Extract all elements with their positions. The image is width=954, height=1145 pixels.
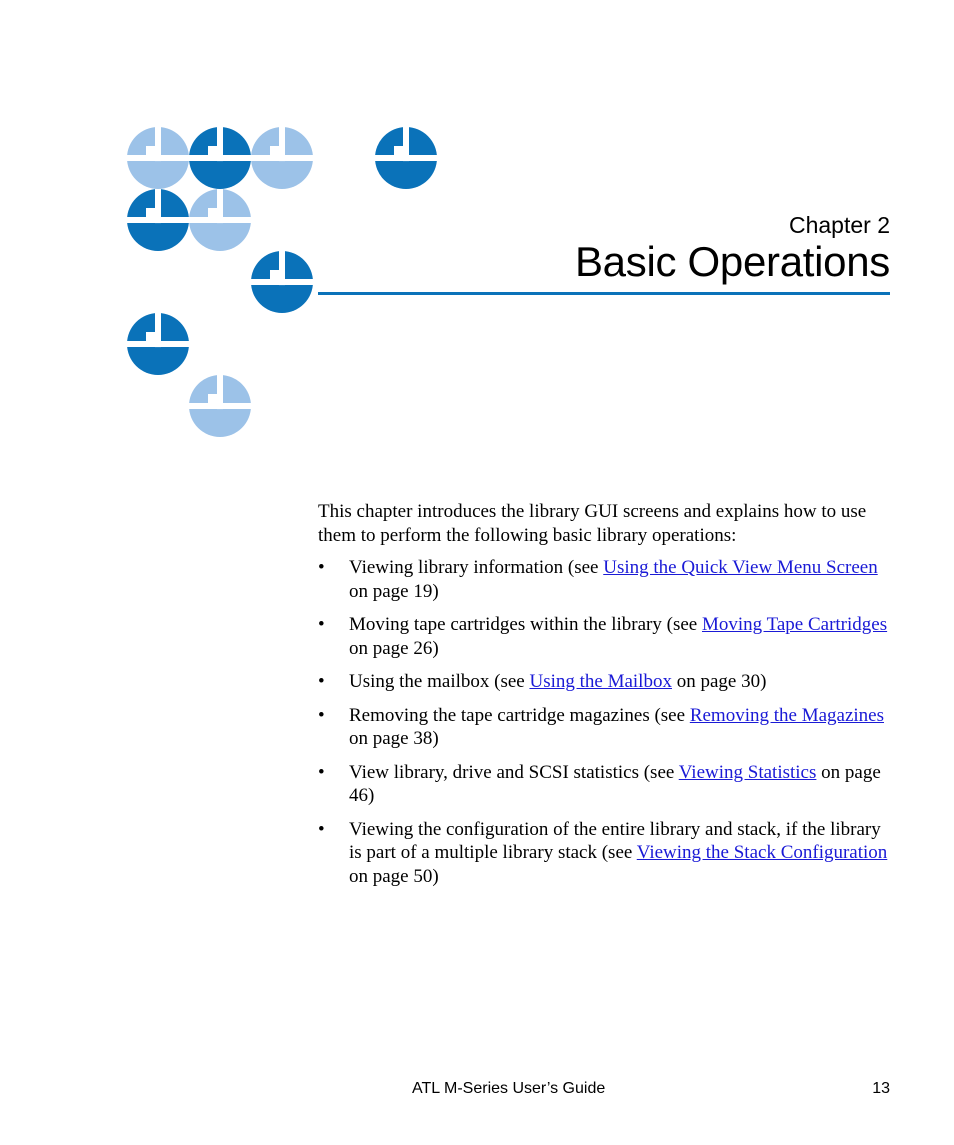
item-text-before: View library, drive and SCSI statistics (see <box>349 761 679 783</box>
logo-circle <box>189 189 251 251</box>
logo-circle <box>251 127 313 189</box>
item-text-after: on page 38) <box>349 728 439 749</box>
item-text-before: Viewing the configuration of the entire library and stack, if the library is part of a multiple library stack (see <box>349 818 881 863</box>
chapter-label: Chapter 2 <box>788 212 890 238</box>
list-item <box>318 613 893 660</box>
logo-circle <box>127 313 189 375</box>
bullet: • <box>318 818 325 840</box>
title-rule <box>318 292 890 295</box>
logo-circle <box>375 127 437 189</box>
chapter-title: Basic Operations <box>574 238 890 285</box>
list-item <box>318 704 893 751</box>
logo-circle <box>189 127 251 189</box>
logo-circle <box>127 189 189 251</box>
list-item <box>318 670 893 694</box>
list-item <box>318 818 893 889</box>
logo-circle <box>251 251 313 313</box>
list-item <box>318 556 893 603</box>
item-text-after: on page 26) <box>349 637 439 659</box>
bullet: • <box>318 671 325 692</box>
bullet: • <box>318 704 325 726</box>
item-text-before: Moving tape cartridges within the library (see <box>349 614 702 635</box>
xref-link[interactable]: Removing the Magazines <box>689 704 884 726</box>
intro-paragraph: This chapter introduces the library GUI screens and explains how to use them to perform the following basic library operations: <box>318 501 867 546</box>
bullet: • <box>318 761 325 783</box>
footer-title: ATL M-Series User’s Guide <box>412 1080 606 1097</box>
item-text-after: on page 46) <box>349 761 881 806</box>
item-text-before: Viewing library information (see <box>349 557 604 578</box>
bullet: • <box>318 614 325 635</box>
item-text-after: on page 30) <box>671 671 767 692</box>
item-text-after: on page 19) <box>349 580 439 602</box>
list-item <box>318 761 893 808</box>
xref-link[interactable]: Using the Mailbox <box>529 671 672 692</box>
xref-link[interactable]: Moving Tape Cartridges <box>701 614 888 635</box>
chapter-body <box>318 500 893 898</box>
operations-list <box>318 556 893 888</box>
xref-link[interactable]: Viewing the Stack Configuration <box>636 842 888 863</box>
page-number: 13 <box>872 1080 890 1097</box>
xref-link[interactable]: Using the Quick View Menu Screen <box>603 557 878 578</box>
logo-circle <box>127 127 189 189</box>
quantum-logo-icon <box>120 120 440 440</box>
bullet: • <box>318 557 325 578</box>
item-text-after: on page 50) <box>349 865 439 887</box>
item-text-before: Using the mailbox (see <box>349 671 530 692</box>
xref-link[interactable]: Viewing Statistics <box>678 761 817 783</box>
item-text-before: Removing the tape cartridge magazines (see <box>349 704 690 726</box>
logo-circle <box>189 375 251 437</box>
